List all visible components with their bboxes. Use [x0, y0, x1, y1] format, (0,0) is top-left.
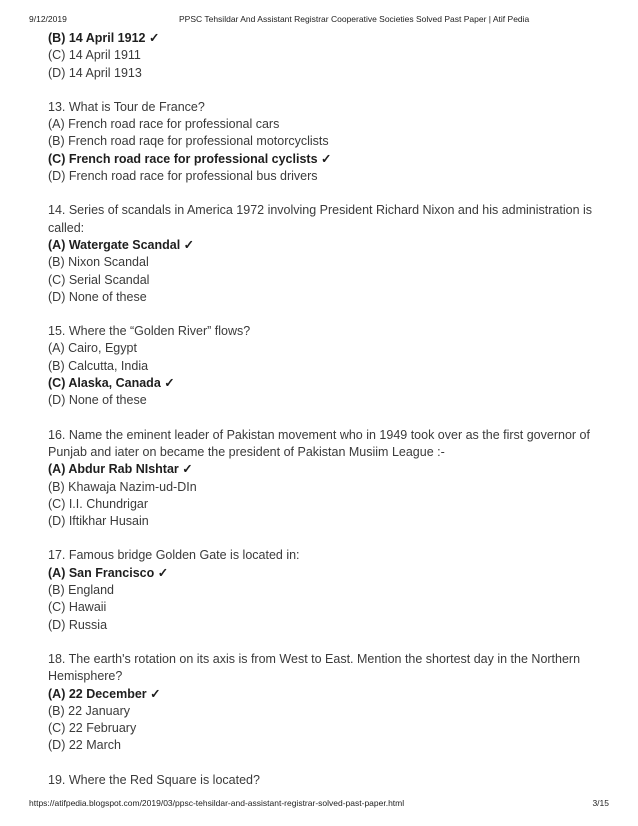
option-correct: (A) San Francisco ✓ — [48, 565, 169, 580]
option: (D) None of these — [48, 289, 147, 304]
question-block-12 — [48, 30, 596, 82]
option-correct: (A) Abdur Rab NIshtar ✓ — [48, 462, 193, 477]
option: (B) Nixon Scandal — [48, 255, 149, 270]
question-text: 17. Famous bridge Golden Gate is located in: — [48, 548, 300, 563]
option: (C) 22 February — [48, 721, 137, 736]
question-block-16 — [48, 427, 596, 531]
option: (C) Serial Scandal — [48, 272, 150, 287]
print-header — [29, 14, 609, 26]
option-correct: (C) French road race for professional cyclists ✓ — [48, 151, 332, 166]
option-correct: (C) Alaska, Canada ✓ — [48, 376, 175, 391]
option: (D) 14 April 1913 — [48, 65, 142, 80]
option-correct: (A) Watergate Scandal ✓ — [48, 237, 195, 252]
question-text: 13. What is Tour de France? — [48, 99, 205, 114]
question-text: 16. Name the eminent leader of Pakistan movement who in 1949 took over as the first governor of Punjab and iater on became the president of Pakistan Musiim League :- — [48, 427, 590, 459]
option: (A) French road race for professional cars — [48, 117, 280, 132]
option: (B) England — [48, 583, 115, 598]
print-page-title: PPSC Tehsildar And Assistant Registrar Cooperative Societies Solved Past Paper | Atif Pedia — [179, 14, 530, 24]
question-text: 14. Series of scandals in America 1972 involving President Richard Nixon and his administration is called: — [48, 203, 593, 235]
question-block-14 — [48, 202, 596, 306]
question-block-19 — [48, 772, 596, 789]
page-url: https://atifpedia.blogspot.com/2019/03/ppsc-tehsildar-and-assistant-registrar-solved-past-paper.html — [29, 798, 405, 808]
print-footer — [29, 798, 609, 810]
question-block-15 — [48, 323, 596, 409]
question-block-13 — [48, 99, 596, 185]
option: (B) 22 January — [48, 703, 130, 718]
option: (B) French road raqe for professional motorcyclists — [48, 134, 329, 149]
option: (B) Khawaja Nazim-ud-DIn — [48, 479, 197, 494]
question-text: 15. Where the “Golden River” flows? — [48, 324, 251, 339]
option: (C) Hawaii — [48, 600, 107, 615]
option-correct: (B) 14 April 1912 ✓ — [48, 31, 160, 45]
question-text: 18. The earth's rotation on its axis is from West to East. Mention the shortest day in the Northern Hemisphere? — [48, 651, 581, 684]
question-text: 19. Where the Red Square is located? — [48, 772, 260, 787]
print-date: 9/12/2019 — [29, 14, 67, 24]
document-content — [48, 30, 596, 806]
option-correct: (A) 22 December ✓ — [48, 686, 161, 701]
option: (C) I.I. Chundrigar — [48, 496, 149, 511]
question-block-18 — [48, 651, 596, 755]
option: (D) French road race for professional bus drivers — [48, 169, 318, 184]
page-number: 3/15 — [592, 798, 609, 808]
option: (A) Cairo, Egypt — [48, 341, 137, 356]
option: (C) 14 April 1911 — [48, 48, 141, 63]
option: (D) Russia — [48, 617, 108, 632]
option: (B) Calcutta, India — [48, 358, 149, 373]
question-block-17 — [48, 547, 596, 633]
option: (D) 22 March — [48, 738, 121, 753]
option: (D) Iftikhar Husain — [48, 514, 149, 529]
option: (D) None of these — [48, 393, 147, 408]
